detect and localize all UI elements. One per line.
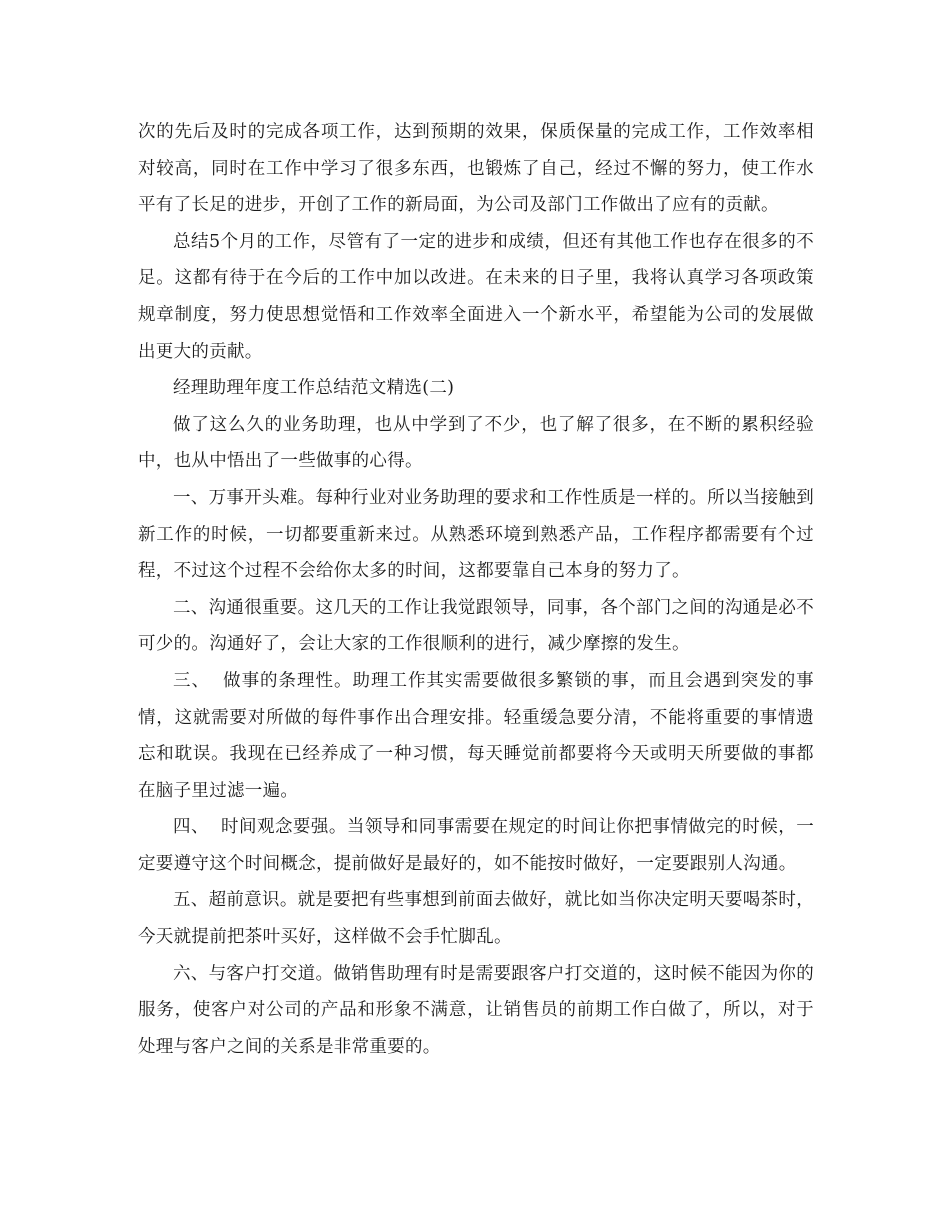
- paragraph-summary: 总结5个月的工作，尽管有了一定的进步和成绩，但还有其他工作也存在很多的不足。这都有待于在今后的工作中加以改进。在未来的日子里，我将认真学习各项政策规章制度，努力使思想觉悟和工作效率全面进入一个新水平，希望能为公司的发展做出更大的贡献。: [138, 231, 814, 362]
- paragraph-point-1: 一、万事开头难。每种行业对业务助理的要求和工作性质是一样的。所以当接触到新工作的时候，一切都要重新来过。从熟悉环境到熟悉产品，工作程序都需要有个过程，不过这个过程不会给你太多的时间，这都要靠自己本身的努力了。: [138, 487, 814, 582]
- paragraph-point-5: 五、超前意识。就是要把有些事想到前面去做好，就比如当你决定明天要喝茶时，今天就提前把茶叶买好，这样做不会手忙脚乱。: [138, 890, 814, 948]
- paragraph-intro: 做了这么久的业务助理，也从中学到了不少，也了解了很多，在不断的累积经验中，也从中悟出了一些做事的心得。: [138, 414, 814, 472]
- paragraph-point-2: 二、沟通很重要。这几天的工作让我觉跟领导，同事，各个部门之间的沟通是必不可少的。沟通好了，会让大家的工作很顺利的进行，减少摩擦的发生。: [138, 597, 814, 655]
- paragraph-continuation: 次的先后及时的完成各项工作，达到预期的效果，保质保量的完成工作，工作效率相对较高，同时在工作中学习了很多东西，也锻炼了自己，经过不懈的努力，使工作水平有了长足的进步，开创了工作的新局面，为公司及部门工作做出了应有的贡献。: [138, 122, 814, 216]
- paragraph-point-4: 四、 时间观念要强。当领导和同事需要在规定的时间让你把事情做完的时候，一定要遵守这个时间概念，提前做好是最好的，如不能按时做好，一定要跟别人沟通。: [138, 817, 814, 874]
- paragraph-point-6: 六、与客户打交道。做销售助理有时是需要跟客户打交道的，这时候不能因为你的服务，使客户对公司的产品和形象不满意，让销售员的前期工作白做了，所以，对于处理与客户之间的关系是非常重要的。: [138, 963, 814, 1057]
- document-body: [138, 114, 814, 1065]
- paragraph-point-3: 三、 做事的条理性。助理工作其实需要做很多繁锁的事，而且会遇到突发的事情，这就需要对所做的每件事作出合理安排。轻重缓急要分清，不能将重要的事情遗忘和耽误。我现在已经养成了一种习惯，每天睡觉前都要将今天或明天所要做的事都在脑子里过滤一遍。: [138, 670, 814, 801]
- section-heading: 经理助理年度工作总结范文精选(二): [173, 378, 455, 399]
